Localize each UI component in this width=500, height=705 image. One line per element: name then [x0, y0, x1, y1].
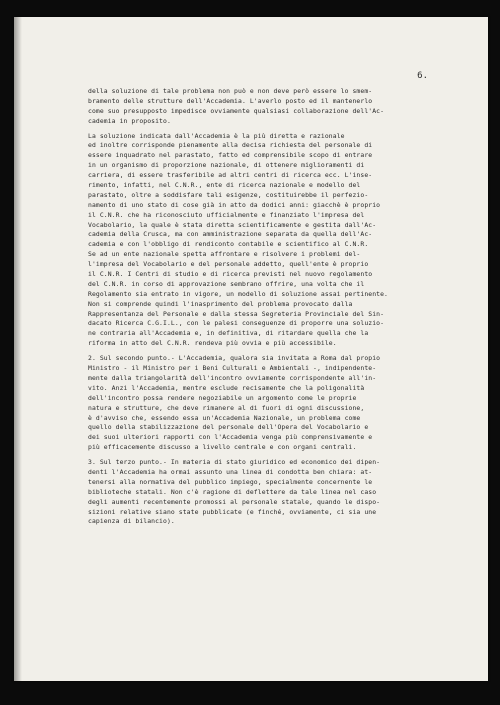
text-line: quello della stabilizzazione del personale dell'Opera del Vocabolario e	[88, 423, 369, 432]
paragraph	[88, 132, 448, 350]
paragraph	[88, 458, 448, 527]
text-line: è d'avviso che, essendo essa un'Accademia Nazionale, un problema come	[88, 413, 361, 422]
text-line: Ministro - il Ministro per i Beni Culturali e Ambientali -, indipendente-	[88, 364, 377, 373]
text-line: l'impresa del Vocabolario e del personale addetto, quell'ente è proprio	[88, 260, 369, 269]
text-line: cademia della Crusca, ma con amministrazione separata da quella dell'Ac-	[88, 230, 373, 239]
text-line: 3. Sul terzo punto.- In materia di stato giuridico ed economico dei dipen-	[88, 458, 381, 467]
text-line: 2. Sul secondo punto.- L'Accademia, qualora sia invitata a Roma dal propio	[88, 354, 381, 363]
page-number: 6.	[417, 71, 428, 81]
paragraph	[88, 354, 448, 453]
text-line: denti l'Accademia ha ormai assunto una linea di condotta ben chiara: at-	[88, 467, 373, 476]
text-line: mente dalla triangolarità dell'incontro ovviamente corrispondente all'in-	[88, 373, 377, 382]
text-line: Se ad un ente nazionale spetta affrontare e risolvere i problemi del-	[88, 250, 361, 259]
page-edge-shadow	[14, 17, 22, 681]
text-line: vito. Anzi l'Accademia, mentre esclude recisamente che la poligonalità	[88, 383, 365, 392]
document-body	[88, 87, 448, 527]
text-line: tenersi alla normativa del pubblico impiego, specialmente concernente le	[88, 477, 373, 486]
text-line: bramento delle strutture dell'Accademia. L'averlo posto ed il mantenerlo	[88, 96, 373, 105]
text-line: Vocabolario, la quale è stata diretta scientificamente e gestita dall'Ac-	[88, 220, 377, 229]
text-line: biblioteche statali. Non c'è ragione di deflettere da tale linea nel caso	[88, 487, 377, 496]
text-line: parastato, oltre a soddisfare tali esigenze, costituirebbe il perfezio-	[88, 190, 369, 199]
text-line: carriera, di essere trasferibile ad altri centri di ricerca ecc. L'inse-	[88, 171, 373, 180]
text-line: degli aumenti recentemente promossi al personale statale, quando le dispo-	[88, 497, 381, 506]
text-line: del C.N.R. in corso di approvazione sembrano offrire, una volta che il	[88, 279, 365, 288]
text-line: ne contraria all'Accademia e, in definitiva, di ritardare quella che la	[88, 329, 369, 338]
text-line: cademia in proposito.	[88, 116, 171, 125]
text-line: della soluzione di tale problema non può e non deve però essere lo smem-	[88, 87, 373, 95]
text-line: natura e strutture, che deve rimanere al di fuori di ogni discussione,	[88, 403, 365, 412]
text-line: il C.N.R. che ha riconosciuto ufficialmente e finanziato l'impresa del	[88, 210, 365, 219]
text-line: più efficacemente discusso a livello centrale e con organi centrali.	[88, 443, 357, 452]
text-line: dacato Ricerca C.G.I.L., con le palesi conseguenze di proporre una soluzio-	[88, 319, 385, 328]
text-line: Regolamento sia entrato in vigore, un modello di soluzione assai pertinente.	[88, 289, 389, 298]
text-line: ed inoltre corrisponde pienamente alla decisa richiesta del personale di	[88, 141, 373, 150]
text-line: Rappresentanza del Personale e dalla stessa Segreteria Provinciale del Sin-	[88, 309, 385, 318]
paragraph	[88, 87, 448, 127]
text-line: Non si comprende quindi l'inasprimento del problema provocato dalla	[88, 299, 353, 308]
text-line: rimento, infatti, nel C.N.R., ente di ricerca nazionale e modello del	[88, 181, 361, 190]
text-line: La soluzione indicata dall'Accademia è la più diretta e razionale	[88, 131, 345, 140]
text-line: come suo presupposto impedisce ovviamente qualsiasi collaborazione dell'Ac-	[88, 106, 385, 115]
text-line: sizioni relative siano state pubblicate (e finché, ovviamente, ci sia une	[88, 507, 377, 516]
text-line: dell'incontro possa rendere negoziabile un argomento come le proprie	[88, 393, 357, 402]
text-line: essere inquadrato nel parastato, fatto ed comprensibile scopo di entrare	[88, 151, 373, 160]
text-line: riforma in atto del C.N.R. rendeva più ovvia e più accessibile.	[88, 339, 337, 348]
text-line: dei suoi ulteriori rapporti con l'Accademia venga più comprensivamente e	[88, 433, 373, 442]
text-line: capienza di bilancio).	[88, 517, 175, 526]
document-page	[14, 17, 488, 681]
text-line: in un organismo di proporzione nazionale, di ottenere miglioramenti di	[88, 161, 365, 170]
text-line: namento di uno stato di cose già in atto da dodici anni: giacchè è proprio	[88, 200, 381, 209]
text-line: il C.N.R. I Centri di studio e di ricerca previsti nel nuovo regolamento	[88, 270, 373, 279]
text-line: cademia e con l'obbligo di rendiconto contabile e scientifico al C.N.R.	[88, 240, 369, 249]
